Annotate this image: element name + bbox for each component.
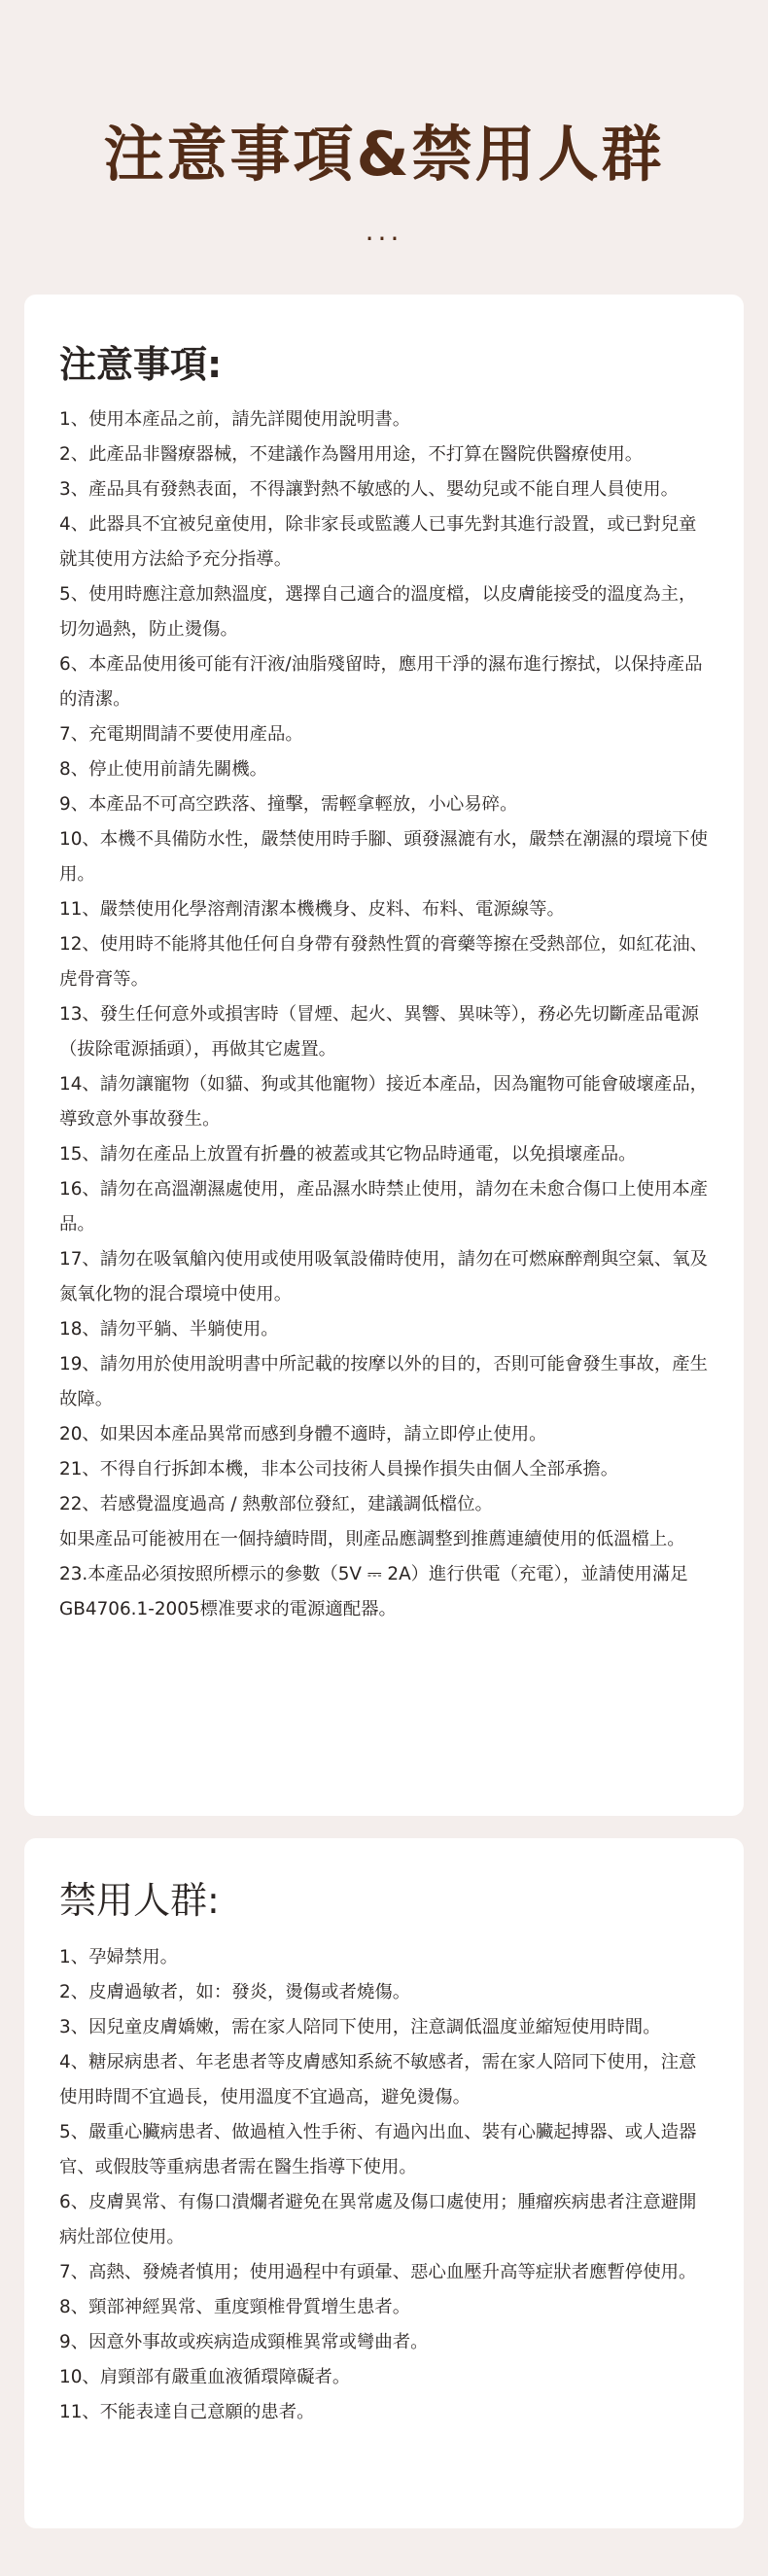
title-dots: ··· [365,223,403,255]
list-item: 2、皮膚過敏者，如：發炎，燙傷或者燒傷。 [59,1982,411,2002]
list-item: 4、糖尿病患者、年老患者等皮膚感知系統不敏感者，需在家人陪同下使用，注意使用時間不宜過長，使用溫度不宜過高，避免燙傷。 [59,2052,697,2107]
precautions-card [24,295,744,1816]
list-item: 23.本產品必須按照所標示的參數（5V ⎓ 2A）進行供電（充電），並請使用滿足GB4706.1-2005標准要求的電源適配器。 [59,1564,688,1619]
list-item: 9、因意外事故或疾病造成頸椎異常或彎曲者。 [59,2332,429,2352]
list-item: 12、使用時不能將其他任何自身帶有發熱性質的膏藥等擦在受熱部位，如紅花油、虎骨膏等。 [59,934,709,990]
precautions-list [59,402,711,1627]
list-item: 22、若感覺溫度過高 / 熱敷部位發紅，建議調低檔位。 [59,1494,493,1514]
list-item: 1、使用本產品之前，請先詳閱使用說明書。 [59,409,411,430]
contraindications-heading: 禁用人群: [59,1879,220,1922]
list-item: 6、本產品使用後可能有汗液/油脂殘留時，應用干淨的濕布進行擦拭，以保持產品的清潔。 [59,654,703,710]
list-item: 如果產品可能被用在一個持續時間，則產品應調整到推薦連續使用的低溫檔上。 [59,1529,685,1549]
list-item: 3、因兒童皮膚嬌嫩，需在家人陪同下使用，注意調低溫度並縮短使用時間。 [59,2017,661,2037]
list-item: 11、嚴禁使用化學溶劑清潔本機機身、皮料、布料、電源線等。 [59,899,565,920]
precautions-heading: 注意事項: [59,343,223,386]
list-item: 10、肩頸部有嚴重血液循環障礙者。 [59,2367,351,2387]
list-item: 5、使用時應注意加熱溫度，選擇自己適合的溫度檔，以皮膚能接受的溫度為主，切勿過熱，防止燙傷。 [59,584,697,640]
list-item: 7、充電期間請不要使用產品。 [59,724,303,745]
list-item: 15、請勿在產品上放置有折疊的被蓋或其它物品時通電，以免損壞產品。 [59,1144,637,1165]
list-item: 17、請勿在吸氧艙內使用或使用吸氧設備時使用，請勿在可燃麻醉劑與空氣、氧及氮氧化物的混合環境中使用。 [59,1249,709,1305]
list-item: 13、發生任何意外或損害時（冒煙、起火、異響、異味等），務必先切斷產品電源（拔除電源插頭），再做其它處置。 [59,1004,699,1060]
list-item: 2、此產品非醫療器械，不建議作為醫用用途，不打算在醫院供醫療使用。 [59,444,644,465]
list-item: 1、孕婦禁用。 [59,1947,179,1967]
list-item: 20、如果因本產品異常而感到身體不適時，請立即停止使用。 [59,1424,547,1445]
list-item: 21、不得自行拆卸本機，非本公司技術人員操作損失由個人全部承擔。 [59,1459,619,1479]
list-item: 8、停止使用前請先關機。 [59,759,267,780]
list-item: 8、頸部神經異常、重度頸椎骨質增生患者。 [59,2297,411,2317]
list-item: 10、本機不具備防水性，嚴禁使用時手腳、頭發濕漉有水，嚴禁在潮濕的環境下使用。 [59,829,709,885]
list-item: 7、高熱、發燒者慎用；使用過程中有頭暈、惡心血壓升高等症狀者應暫停使用。 [59,2262,697,2282]
contraindications-card [24,1838,744,2528]
list-item: 16、請勿在高溫潮濕處使用，產品濕水時禁止使用，請勿在未愈合傷口上使用本產品。 [59,1179,709,1235]
contraindications-list [59,1940,711,2430]
list-item: 11、不能表達自己意願的患者。 [59,2402,315,2422]
list-item: 6、皮膚異常、有傷口潰爛者避免在異常處及傷口處使用；腫瘤疾病患者注意避開病灶部位使用。 [59,2192,697,2247]
page-title: 注意事項&禁用人群 [103,119,665,190]
list-item: 4、此器具不宜被兒童使用，除非家長或監護人已事先對其進行設置，或已對兒童就其使用方法給予充分指導。 [59,514,697,570]
list-item: 14、請勿讓寵物（如貓、狗或其他寵物）接近本產品，因為寵物可能會破壞產品，導致意外事故發生。 [59,1074,709,1130]
list-item: 18、請勿平躺、半躺使用。 [59,1319,279,1340]
list-item: 9、本產品不可高空跌落、撞擊，需輕拿輕放，小心易碎。 [59,794,518,815]
list-item: 3、產品具有發熱表面，不得讓對熱不敏感的人、嬰幼兒或不能自理人員使用。 [59,479,679,500]
list-item: 5、嚴重心臟病患者、做過植入性手術、有過內出血、裝有心臟起搏器、或人造器官、或假肢等重病患者需在醫生指導下使用。 [59,2122,697,2177]
list-item: 19、請勿用於使用說明書中所記載的按摩以外的目的，否則可能會發生事故，產生故障。 [59,1354,709,1410]
